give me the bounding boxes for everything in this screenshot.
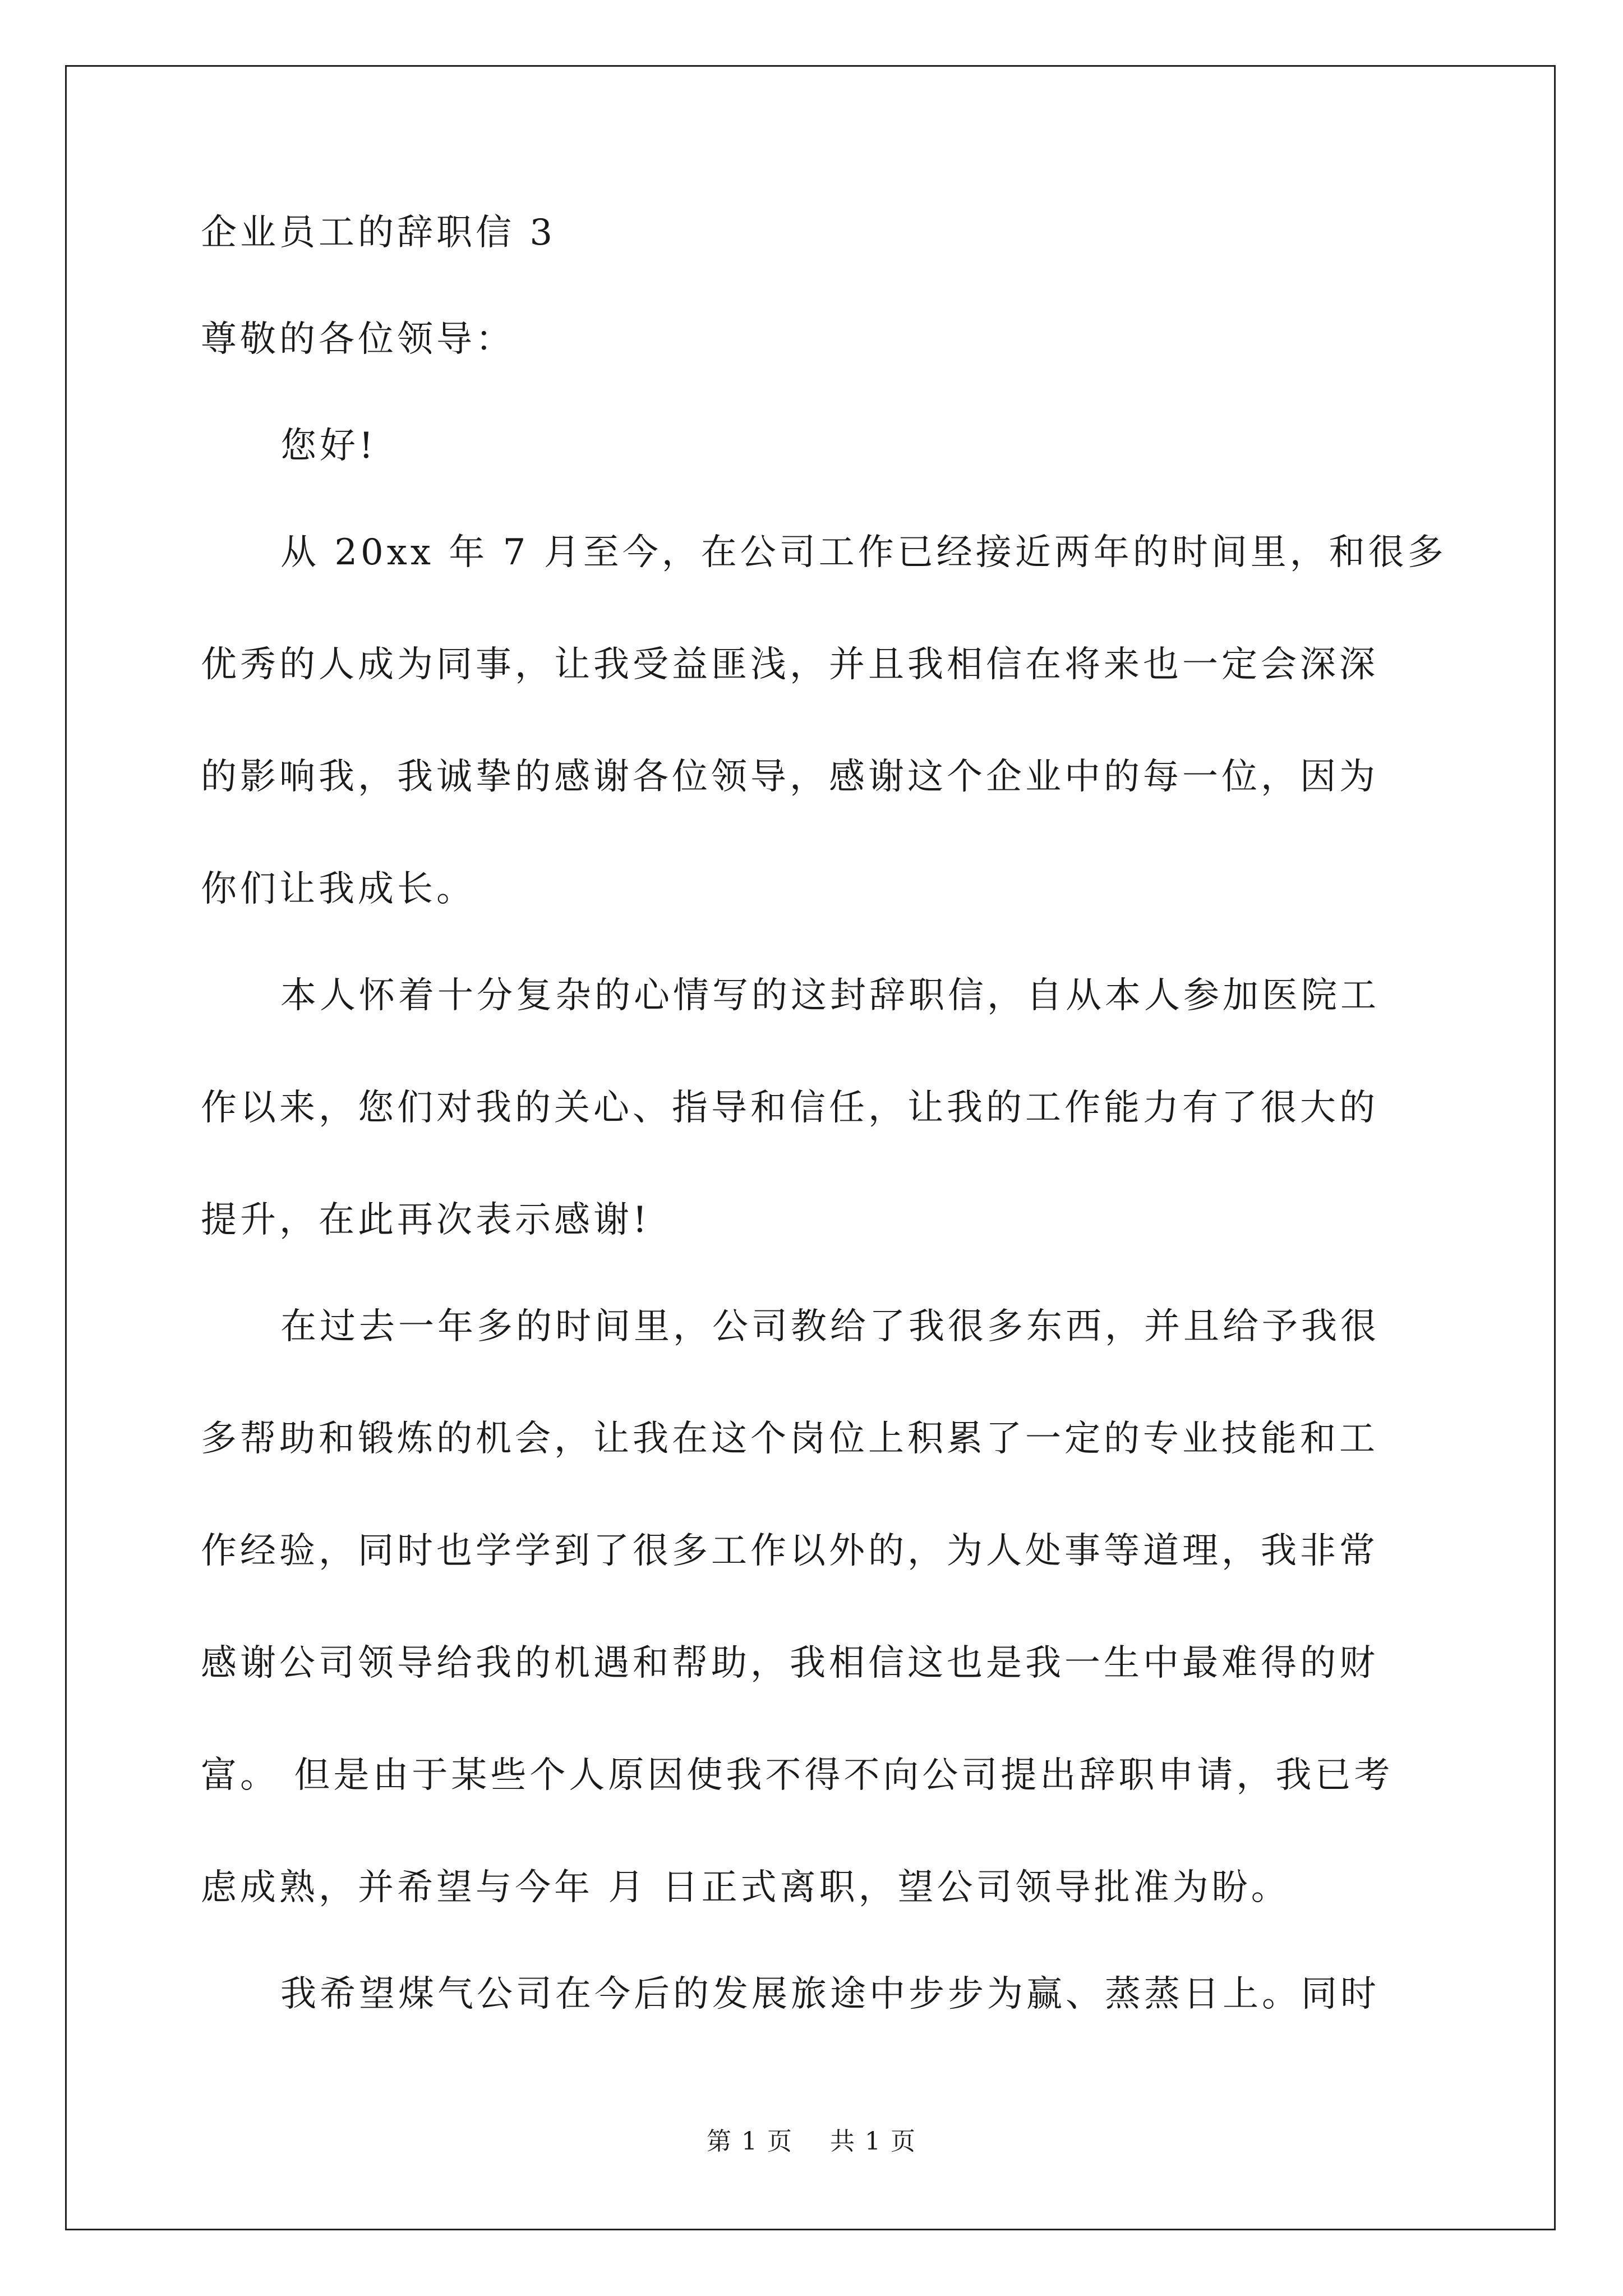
paragraph-line: 虑成熟，并希望与今年 月 日正式离职，望公司领导批准为盼。 (201, 1867, 1290, 1908)
paragraph-2 (201, 976, 1429, 1240)
page-footer (0, 2128, 1623, 2156)
paragraph-line: 从 20xx 年 7 月至今，在公司工作已经接近两年的时间里，和很多 (280, 532, 1447, 573)
paragraph-line: 你们让我成长。 (201, 868, 476, 910)
paragraph-4 (201, 1975, 1429, 2014)
paragraph-line: 本人怀着十分复杂的心情写的这封辞职信，自从本人参加医院工 (280, 975, 1380, 1016)
paragraph-3 (201, 1307, 1429, 1907)
page-number-total: 共 1 页 (830, 2127, 916, 2156)
paragraph-line: 优秀的人成为同事，让我受益匪浅，并且我相信在将来也一定会深深 (201, 644, 1378, 685)
paragraph-line: 作以来，您们对我的关心、指导和信任，让我的工作能力有了很大的 (201, 1087, 1378, 1129)
paragraph-line: 的影响我，我诚挚的感谢各位领导，感谢这个企业中的每一位，因为 (201, 756, 1378, 798)
document-title: 企业员工的辞职信 3 (201, 212, 556, 254)
document-body (201, 212, 1447, 2081)
paragraph-line: 感谢公司领导给我的机遇和帮助，我相信这也是我一生中最难得的财 (201, 1642, 1378, 1684)
paragraph-line: 在过去一年多的时间里，公司教给了我很多东西，并且给予我很 (280, 1306, 1380, 1347)
page-number-current: 第 1 页 (707, 2127, 793, 2156)
paragraph-line: 多帮助和锻炼的机会，让我在这个岗位上积累了一定的专业技能和工 (201, 1418, 1378, 1460)
paragraph-1 (201, 532, 1447, 910)
paragraph-line: 富。 但是由于某些个人原因使我不得不向公司提出辞职申请，我已考 (201, 1755, 1394, 1796)
greeting: 您好! (280, 425, 377, 467)
salutation: 尊敬的各位领导： (201, 319, 515, 360)
paragraph-line: 作经验，同时也学学到了很多工作以外的，为人处事等道理，我非常 (201, 1530, 1378, 1572)
paragraph-line: 我希望煤气公司在今后的发展旅途中步步为赢、蒸蒸日上。同时 (280, 1973, 1380, 2015)
paragraph-line: 提升，在此再次表示感谢! (201, 1199, 651, 1241)
